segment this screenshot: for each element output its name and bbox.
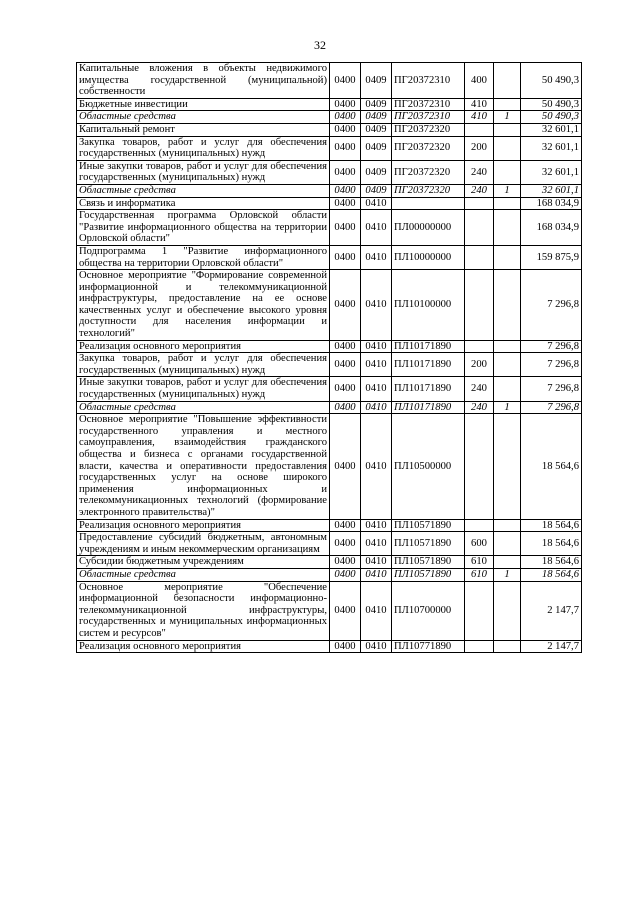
cell-section: 0400 — [330, 519, 361, 532]
cell-expense-type — [465, 581, 494, 640]
cell-expense-type: 240 — [465, 160, 494, 184]
cell-expense-type — [465, 340, 494, 353]
cell-amount: 50 490,3 — [521, 111, 582, 124]
cell-subsection: 0410 — [361, 581, 392, 640]
table-row — [77, 377, 582, 401]
cell-source — [494, 245, 521, 269]
cell-amount: 2 147,7 — [521, 640, 582, 653]
cell-name: Капитальный ремонт — [77, 123, 330, 136]
cell-expense-type: 240 — [465, 184, 494, 197]
cell-target: ПГ20372320 — [392, 160, 465, 184]
cell-section: 0400 — [330, 270, 361, 341]
cell-section: 0400 — [330, 123, 361, 136]
cell-source — [494, 556, 521, 569]
cell-expense-type: 240 — [465, 401, 494, 414]
cell-expense-type: 610 — [465, 556, 494, 569]
cell-source — [494, 414, 521, 519]
table-row — [77, 98, 582, 111]
table-row — [77, 111, 582, 124]
cell-expense-type: 610 — [465, 568, 494, 581]
cell-amount: 7 296,8 — [521, 377, 582, 401]
cell-name: Закупка товаров, работ и услуг для обеспечения государственных (муниципальных) нужд — [77, 136, 330, 160]
cell-source — [494, 197, 521, 210]
cell-section: 0400 — [330, 353, 361, 377]
cell-section: 0400 — [330, 160, 361, 184]
cell-section: 0400 — [330, 184, 361, 197]
cell-section: 0400 — [330, 414, 361, 519]
cell-expense-type — [465, 197, 494, 210]
cell-source — [494, 340, 521, 353]
table-row — [77, 519, 582, 532]
cell-amount: 32 601,1 — [521, 123, 582, 136]
table-row — [77, 414, 582, 519]
table-row — [77, 123, 582, 136]
cell-section: 0400 — [330, 63, 361, 99]
cell-amount: 18 564,6 — [521, 414, 582, 519]
cell-section: 0400 — [330, 377, 361, 401]
cell-name: Основное мероприятие "Повышение эффективности государственного управления и местного самоуправления, взаимодействия гражданского общества и бизнеса с органами государственной власти, качества и оперативности предоставления государственных услуг на основе широкого применения информационных и телекоммуникационных технологий (формирование электронного правительства)" — [77, 414, 330, 519]
cell-expense-type: 410 — [465, 111, 494, 124]
cell-subsection: 0410 — [361, 556, 392, 569]
cell-amount: 50 490,3 — [521, 63, 582, 99]
budget-table — [76, 62, 582, 653]
cell-source — [494, 210, 521, 246]
table-row — [77, 184, 582, 197]
cell-amount: 50 490,3 — [521, 98, 582, 111]
cell-source — [494, 377, 521, 401]
cell-amount: 7 296,8 — [521, 340, 582, 353]
table-row — [77, 568, 582, 581]
cell-subsection: 0410 — [361, 519, 392, 532]
cell-target: ПГ20372320 — [392, 123, 465, 136]
cell-section: 0400 — [330, 532, 361, 556]
cell-subsection: 0410 — [361, 640, 392, 653]
cell-expense-type — [465, 245, 494, 269]
cell-source — [494, 532, 521, 556]
cell-expense-type: 240 — [465, 377, 494, 401]
cell-amount: 18 564,6 — [521, 519, 582, 532]
cell-subsection: 0410 — [361, 210, 392, 246]
cell-subsection: 0409 — [361, 160, 392, 184]
cell-expense-type: 400 — [465, 63, 494, 99]
cell-target: ПЛ10171890 — [392, 353, 465, 377]
cell-section: 0400 — [330, 581, 361, 640]
cell-subsection: 0409 — [361, 123, 392, 136]
cell-target: ПЛ10700000 — [392, 581, 465, 640]
cell-name: Подпрограмма 1 "Развитие информационного общества на территории Орловской области" — [77, 245, 330, 269]
cell-target — [392, 197, 465, 210]
cell-source — [494, 519, 521, 532]
cell-section: 0400 — [330, 197, 361, 210]
cell-subsection: 0409 — [361, 136, 392, 160]
cell-source — [494, 63, 521, 99]
cell-section: 0400 — [330, 245, 361, 269]
cell-target: ПЛ10171890 — [392, 340, 465, 353]
cell-section: 0400 — [330, 210, 361, 246]
cell-target: ПЛ10100000 — [392, 270, 465, 341]
table-row — [77, 210, 582, 246]
cell-section: 0400 — [330, 98, 361, 111]
cell-target: ПГ20372320 — [392, 184, 465, 197]
table-row — [77, 136, 582, 160]
cell-target: ПГ20372310 — [392, 111, 465, 124]
cell-name: Предоставление субсидий бюджетным, автономным учреждениям и иным некоммерческим организациям — [77, 532, 330, 556]
cell-source: 1 — [494, 401, 521, 414]
cell-subsection: 0410 — [361, 377, 392, 401]
cell-amount: 18 564,6 — [521, 532, 582, 556]
cell-source — [494, 353, 521, 377]
cell-amount: 32 601,1 — [521, 160, 582, 184]
cell-name: Бюджетные инвестиции — [77, 98, 330, 111]
cell-name: Связь и информатика — [77, 197, 330, 210]
cell-source — [494, 270, 521, 341]
cell-source — [494, 98, 521, 111]
cell-target: ПЛ10171890 — [392, 377, 465, 401]
cell-target: ПЛ10500000 — [392, 414, 465, 519]
cell-amount: 168 034,9 — [521, 197, 582, 210]
cell-source — [494, 136, 521, 160]
cell-subsection: 0409 — [361, 184, 392, 197]
cell-name: Реализация основного мероприятия — [77, 640, 330, 653]
cell-section: 0400 — [330, 556, 361, 569]
cell-source — [494, 123, 521, 136]
cell-expense-type — [465, 210, 494, 246]
cell-expense-type — [465, 414, 494, 519]
cell-subsection: 0410 — [361, 532, 392, 556]
cell-name: Субсидии бюджетным учреждениям — [77, 556, 330, 569]
cell-expense-type: 410 — [465, 98, 494, 111]
cell-subsection: 0410 — [361, 414, 392, 519]
cell-expense-type — [465, 123, 494, 136]
cell-name: Областные средства — [77, 111, 330, 124]
cell-amount: 18 564,6 — [521, 556, 582, 569]
cell-amount: 168 034,9 — [521, 210, 582, 246]
cell-expense-type — [465, 270, 494, 341]
table-row — [77, 63, 582, 99]
cell-target: ПЛ00000000 — [392, 210, 465, 246]
cell-name: Иные закупки товаров, работ и услуг для обеспечения государственных (муниципальных) нужд — [77, 377, 330, 401]
table-row — [77, 556, 582, 569]
cell-subsection: 0410 — [361, 197, 392, 210]
cell-source: 1 — [494, 568, 521, 581]
cell-subsection: 0410 — [361, 340, 392, 353]
cell-subsection: 0409 — [361, 111, 392, 124]
cell-section: 0400 — [330, 111, 361, 124]
table-row — [77, 160, 582, 184]
cell-source — [494, 160, 521, 184]
cell-amount: 32 601,1 — [521, 136, 582, 160]
cell-target: ПЛ10000000 — [392, 245, 465, 269]
cell-source: 1 — [494, 184, 521, 197]
cell-source: 1 — [494, 111, 521, 124]
cell-source — [494, 581, 521, 640]
cell-amount: 2 147,7 — [521, 581, 582, 640]
cell-target: ПЛ10771890 — [392, 640, 465, 653]
table-row — [77, 532, 582, 556]
cell-expense-type — [465, 519, 494, 532]
cell-amount: 7 296,8 — [521, 401, 582, 414]
cell-name: Реализация основного мероприятия — [77, 340, 330, 353]
cell-amount: 18 564,6 — [521, 568, 582, 581]
cell-subsection: 0409 — [361, 63, 392, 99]
cell-section: 0400 — [330, 401, 361, 414]
table-row — [77, 353, 582, 377]
table-row — [77, 270, 582, 341]
cell-subsection: 0410 — [361, 353, 392, 377]
cell-subsection: 0409 — [361, 98, 392, 111]
cell-name: Основное мероприятие "Формирование современной информационной и телекоммуникационной инфраструктуры, предоставление на ее основе качественных услуг и обеспечение высокого уровня доступности для населения информации и технологий" — [77, 270, 330, 341]
cell-subsection: 0410 — [361, 270, 392, 341]
cell-section: 0400 — [330, 340, 361, 353]
cell-expense-type: 600 — [465, 532, 494, 556]
cell-target: ПЛ10571890 — [392, 519, 465, 532]
cell-name: Государственная программа Орловской области "Развитие информационного общества на территории Орловской области" — [77, 210, 330, 246]
cell-subsection: 0410 — [361, 568, 392, 581]
cell-name: Областные средства — [77, 401, 330, 414]
cell-section: 0400 — [330, 640, 361, 653]
cell-target: ПЛ10171890 — [392, 401, 465, 414]
cell-target: ПЛ10571890 — [392, 556, 465, 569]
cell-target: ПГ20372310 — [392, 98, 465, 111]
table-row — [77, 197, 582, 210]
cell-amount: 7 296,8 — [521, 270, 582, 341]
table-row — [77, 340, 582, 353]
cell-amount: 7 296,8 — [521, 353, 582, 377]
cell-subsection: 0410 — [361, 245, 392, 269]
table-row — [77, 401, 582, 414]
table-body — [77, 63, 582, 653]
cell-name: Закупка товаров, работ и услуг для обеспечения государственных (муниципальных) нужд — [77, 353, 330, 377]
cell-expense-type: 200 — [465, 353, 494, 377]
cell-target: ПЛ10571890 — [392, 532, 465, 556]
cell-name: Областные средства — [77, 568, 330, 581]
cell-source — [494, 640, 521, 653]
cell-expense-type: 200 — [465, 136, 494, 160]
cell-subsection: 0410 — [361, 401, 392, 414]
cell-target: ПГ20372320 — [392, 136, 465, 160]
cell-section: 0400 — [330, 136, 361, 160]
cell-expense-type — [465, 640, 494, 653]
table-row — [77, 581, 582, 640]
cell-target: ПГ20372310 — [392, 63, 465, 99]
table-row — [77, 640, 582, 653]
cell-name: Капитальные вложения в объекты недвижимого имущества государственной (муниципальной) собственности — [77, 63, 330, 99]
page-number: 32 — [314, 38, 326, 52]
cell-name: Иные закупки товаров, работ и услуг для обеспечения государственных (муниципальных) нужд — [77, 160, 330, 184]
cell-amount: 159 875,9 — [521, 245, 582, 269]
cell-name: Областные средства — [77, 184, 330, 197]
cell-name: Реализация основного мероприятия — [77, 519, 330, 532]
cell-target: ПЛ10571890 — [392, 568, 465, 581]
cell-section: 0400 — [330, 568, 361, 581]
cell-amount: 32 601,1 — [521, 184, 582, 197]
table-row — [77, 245, 582, 269]
cell-name: Основное мероприятие "Обеспечение информационной безопасности информационно-телекоммуникационной инфраструктуры, государственных и муниципальных информационных систем и ресурсов" — [77, 581, 330, 640]
